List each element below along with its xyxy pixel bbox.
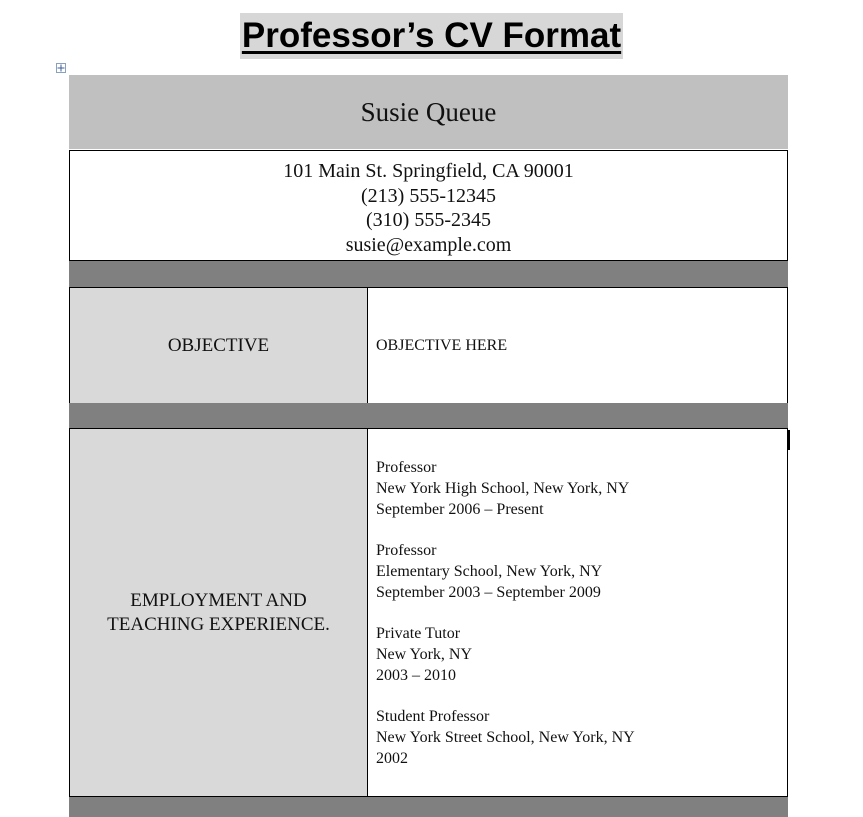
job-entry bbox=[376, 540, 787, 603]
objective-content-cell[interactable] bbox=[368, 288, 787, 403]
address-line: 101 Main St. Springfield, CA 90001 bbox=[283, 160, 574, 182]
job-entry bbox=[376, 706, 787, 769]
name-banner bbox=[69, 75, 788, 149]
employment-content-cell[interactable] bbox=[368, 429, 787, 796]
phone-line-1: (213) 555-12345 bbox=[361, 184, 496, 207]
section-divider bbox=[69, 403, 788, 428]
text-cursor bbox=[788, 430, 790, 450]
objective-section bbox=[69, 287, 788, 404]
job-dates: 2003 – 2010 bbox=[376, 667, 456, 684]
job-dates: September 2006 – Present bbox=[376, 501, 544, 518]
employment-section bbox=[69, 428, 788, 797]
table-move-handle-icon[interactable] bbox=[56, 63, 66, 73]
phone-line-2: (310) 555-2345 bbox=[366, 209, 491, 231]
job-dates: September 2003 – September 2009 bbox=[376, 584, 601, 601]
section-divider bbox=[69, 261, 788, 287]
person-name: Susie Queue bbox=[360, 96, 497, 127]
job-place: New York Street School, New York, NY bbox=[376, 729, 635, 746]
job-place: Elementary School, New York, NY bbox=[376, 563, 603, 580]
employment-label-cell bbox=[70, 429, 368, 796]
section-divider bbox=[69, 797, 788, 817]
employment-label-line-1: EMPLOYMENT AND bbox=[130, 589, 307, 611]
job-entry bbox=[376, 457, 787, 520]
job-title: Student Professor bbox=[376, 708, 490, 725]
job-dates: 2002 bbox=[376, 750, 408, 767]
email-line: susie@example.com bbox=[345, 233, 512, 256]
job-place: New York, NY bbox=[376, 646, 473, 663]
job-title: Professor bbox=[376, 459, 437, 476]
page-title bbox=[0, 13, 863, 59]
job-entry bbox=[376, 623, 787, 686]
job-title: Private Tutor bbox=[376, 625, 461, 642]
page-title-text: Professor’s CV Format bbox=[240, 13, 623, 59]
job-place: New York High School, New York, NY bbox=[376, 480, 630, 497]
employment-label-line-2: TEACHING EXPERIENCE. bbox=[107, 613, 330, 635]
objective-content: OBJECTIVE HERE bbox=[376, 336, 508, 354]
objective-label-cell bbox=[70, 288, 368, 403]
objective-label: OBJECTIVE bbox=[167, 334, 270, 356]
job-title: Professor bbox=[376, 542, 437, 559]
contact-block bbox=[69, 150, 788, 261]
